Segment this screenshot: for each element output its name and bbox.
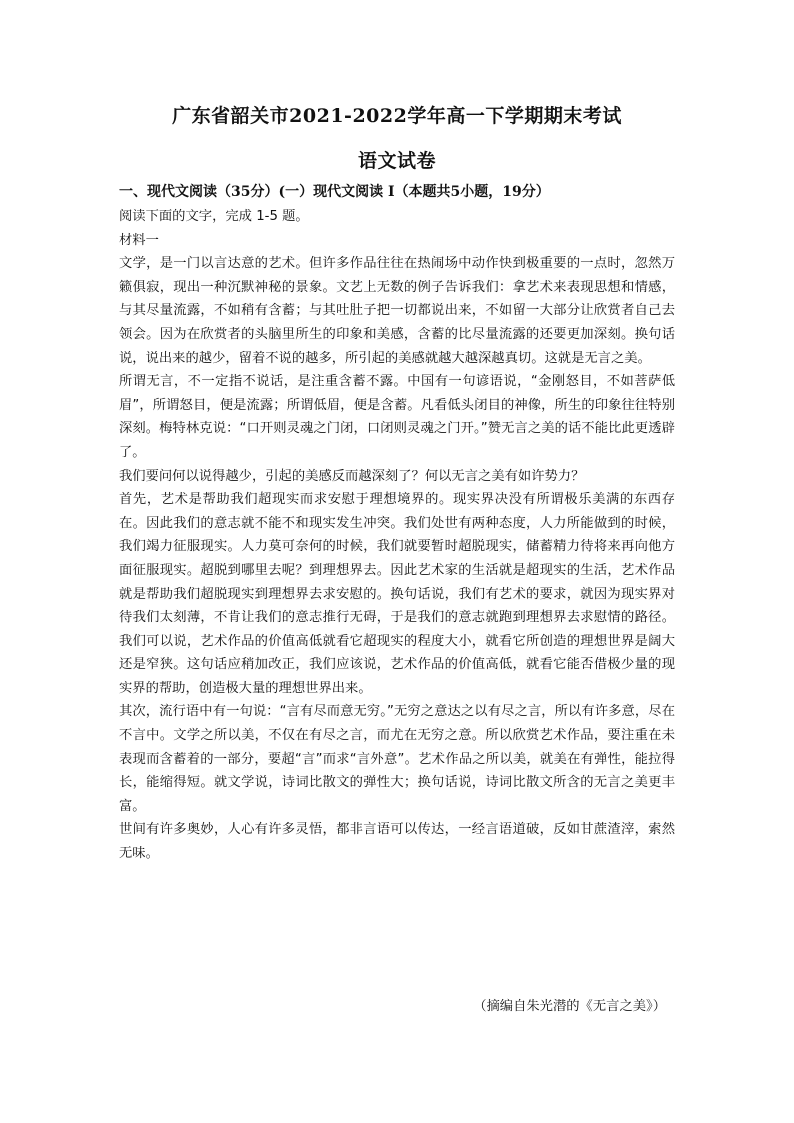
passage-paragraph: 我们要问何以说得越少，引起的美感反而越深刻了？何以无言之美有如许势力？ — [119, 468, 585, 484]
source-note: （摘编自朱光潜的《无言之美》） — [473, 999, 666, 1014]
passage-paragraph: 其次，流行语中有一句说：“言有尽而意无穷。”无穷之意达之以有尽之言，所以有许多意，尽在不言中。文学之所以美，不仅在有尽之言，而尤在无穷之意。所以欣赏艺术作品，要注重在未表现而含蓄着的一部分，要超“言”而求“言外意”。艺术作品之所以美，就美在有弹性，能拉得长，能缩得短。就文学说，诗词比散文的弹性大；换句话说，诗词比散文所含的无言之美更丰富。 — [119, 704, 675, 814]
section-heading: 一、现代文阅读（35分）(一）现代文阅读 I（本题共5小题，19分） — [119, 184, 550, 200]
passage-paragraph: 文学，是一门以言达意的艺术。但许多作品往往在热闹场中动作快到极重要的一点时，忽然万籁俱寂，现出一种沉默神秘的景象。文艺上无数的例子告诉我们：拿艺术来表现思想和情感，与其尽量流露，不如稍有含蓄；与其吐肚子把一切都说出来，不如留一大部分让欣赏者自己去领会。因为在欣赏者的头脑里所生的印象和美感，含蓄的比尽量流露的还要更加深刻。换句话说，说出来的越少，留着不说的越多，所引起的美感就越大越深越真切。这就是无言之美。 — [119, 256, 675, 366]
passage-paragraph: 世间有许多奥妙，人心有许多灵悟，都非言语可以传达，一经言语道破，反如甘蔗渣滓，索然无味。 — [119, 822, 675, 862]
exam-subtitle: 语文试卷 — [357, 150, 436, 172]
material-label: 材料一 — [119, 232, 159, 248]
passage-paragraph: 所谓无言，不一定指不说话，是注重含蓄不露。中国有一句谚语说，“金刚怒目，不如菩萨低眉”，所谓怒目，便是流露；所谓低眉，便是含蓄。凡看低头闭目的神像，所生的印象往往特别深刻。梅特林克说：“口开则灵魂之门闭，口闭则灵魂之门开。”赞无言之美的话不能比此更透辟了。 — [119, 374, 675, 460]
reading-passage — [119, 205, 675, 866]
exam-title: 广东省韶关市2021-2022学年高一下学期期末考试 — [172, 105, 622, 127]
instruction-text: 阅读下面的文字，完成 1-5 题。 — [119, 209, 309, 224]
passage-paragraph: 首先，艺术是帮助我们超现实而求安慰于理想境界的。现实界决没有所谓极乐美满的东西存在。因此我们的意志就不能不和现实发生冲突。我们处世有两种态度，人力所能做到的时候，我们竭力征服现实。人力莫可奈何的时候，我们就要暂时超脱现实，储蓄精力待将来再向他方面征服现实。超脱到哪里去呢？到理想界去。因此艺术家的生活就是超现实的生活，艺术作品就是帮助我们超脱现实到理想界去求安慰的。换句话说，我们有艺术的要求，就因为现实界对待我们太刻薄，不肯让我们的意志推行无碍，于是我们的意志就跑到理想界去求慰情的路径。我们可以说，艺术作品的价值高低就看它超现实的程度大小，就看它所创造的理想世界是阔大还是窄狭。这句话应稍加改正，我们应该说，艺术作品的价值高低，就看它能否借极少量的现实界的帮助，创造极大量的理想世界出来。 — [119, 492, 675, 696]
